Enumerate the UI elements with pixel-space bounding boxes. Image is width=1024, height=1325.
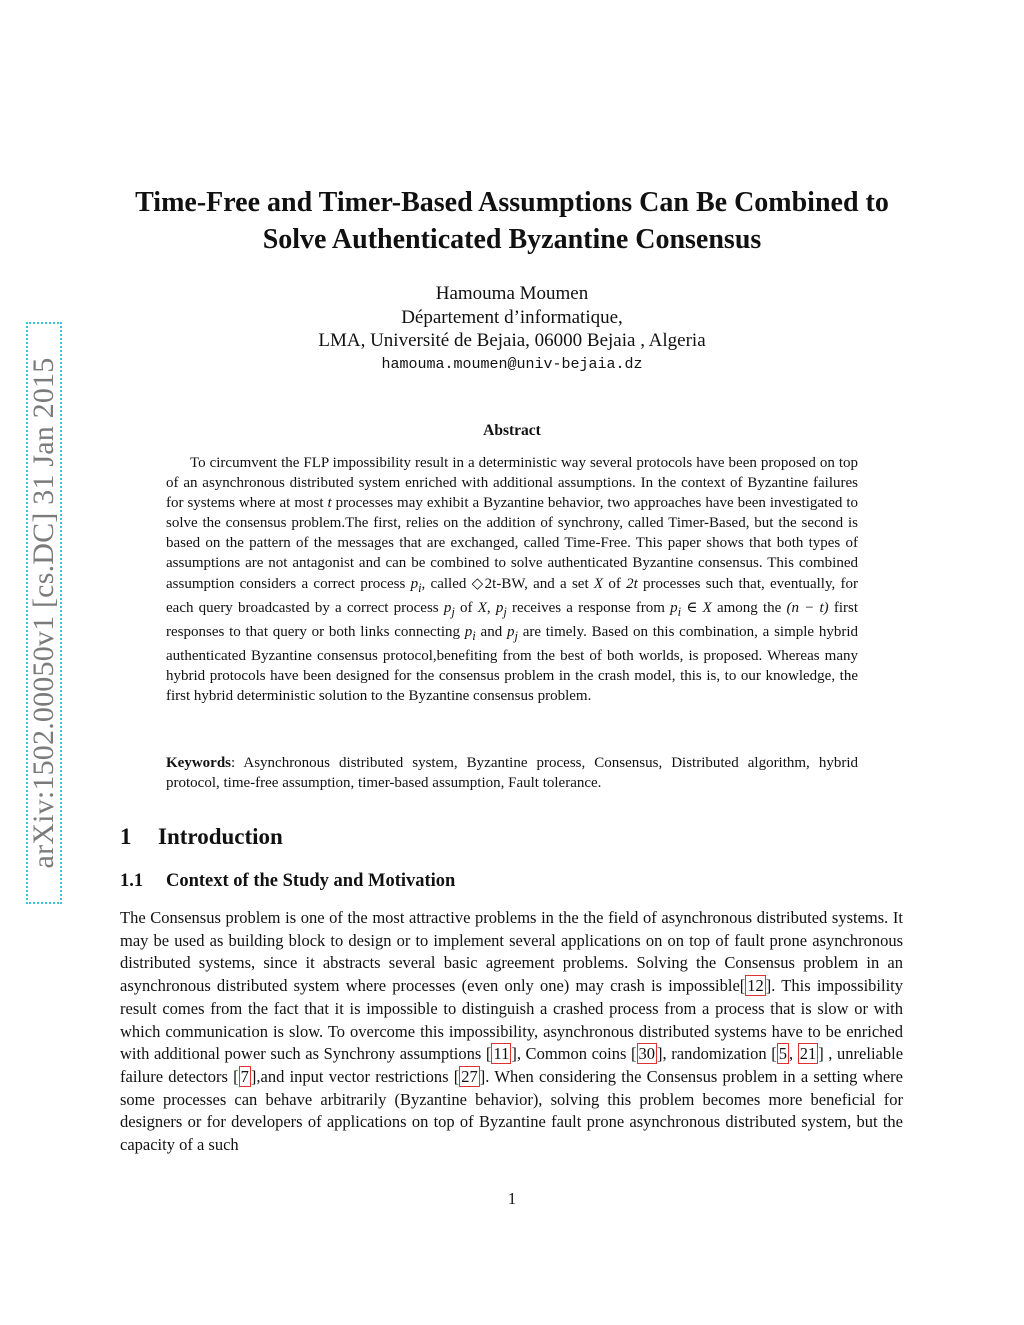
abstract-heading: Abstract [483,422,541,439]
math-sub: i [677,604,682,619]
intro-part: ],and input vector restrictions [ [250,1066,460,1086]
arxiv-stamp [26,322,62,904]
math-pj: p [443,599,452,616]
section-title: Introduction [158,824,283,849]
citation-link[interactable]: 11 [493,1044,510,1064]
title-line-2: Solve Authenticated Byzantine Consensus [262,224,762,255]
abstract-part: , called [421,575,472,592]
math-pi: p [464,623,473,640]
abstract-part: -BW, and a set [496,575,594,592]
author-email: hamouma.moumen@univ-bejaia.dz [381,355,643,373]
intro-part: , [788,1044,798,1064]
subsection-title: Context of the Study and Motivation [166,871,456,891]
math-n-minus-t: (n − t) [786,599,829,616]
citation-link[interactable]: 30 [638,1044,656,1064]
intro-paragraph [120,907,903,1157]
intro-part: ] , unreliable failure detectors [ [120,1044,904,1086]
author-affiliation: LMA, Université de Bejaia, 06000 Bejaia , Algeria [318,330,706,351]
keywords [166,753,858,793]
math-2t: 2t [626,575,638,592]
abstract-part: processes such that, eventually, for each query broadcasted by a correct process [166,575,859,616]
abstract-part: are timely. Based on this combination, a simple hybrid authenticated Byzantine consensus protocol,benefiting from the best of both worlds, is proposed. Whereas many hybrid protocols have been designed for the consensus problem in the crash model, this is, to our knowledge, the first hybrid deterministic solution to the Byzantine consensus problem. [166,623,858,705]
math-X: X [702,599,712,616]
math-X: X [593,575,604,592]
intro-part: The Consensus problem is one of the most attractive problems in the the field of asynchronous distributed systems. It may be used as building block to design or to implement several applications on on top of fault prone asynchronous distributed systems, since it abstracts several basic agreement problems. Solving the Consensus problem in an asynchronous distributed system where processes (even only one) may crash is impossible[ [120,908,903,996]
arxiv-stamp-text: arXiv:1502.00050v1 [cs.DC] 31 Jan 2015 [27,357,60,869]
abstract-part: of [603,575,627,592]
keywords-text: : Asynchronous distributed system, Byzantine process, Consensus, Distributed algorithm, hybrid protocol, time-free assumption, timer-based assumption, Fault tolerance. [166,755,858,792]
math-sub: i [418,580,422,595]
abstract-part: among the [711,599,787,616]
section-number: 1 [120,824,132,849]
math-in: ∈ [681,599,703,616]
abstract-part: first responses to that query or both links connecting [166,599,859,640]
abstract-text [166,453,858,706]
math-pj: p [506,623,515,640]
author-block [110,282,914,376]
math-pi: p [410,575,419,592]
title-line-1: Time-Free and Timer-Based Assumptions Can Be Combined to [135,187,889,218]
subsection-number: 1.1 [120,871,144,891]
author-dept: Département d’informatique, [401,306,623,328]
math-pj: p [495,599,504,616]
subsection-heading-context [120,871,455,892]
abstract-part: receives a response from [506,599,671,616]
abstract-part: To circumvent the FLP impossibility result in a deterministic way several protocols have been proposed on top of an asynchronous distributed system enriched with additional assumptions. In the context of Byzantine failures for systems where at most [166,455,858,512]
intro-part: ], Common coins [ [511,1044,637,1064]
math-sub: j [503,604,507,619]
citation-link[interactable]: 12 [747,976,764,996]
citation-link[interactable]: 27 [461,1066,478,1086]
abstract-part: of [454,599,478,616]
author-name: Hamouma Moumen [435,283,589,304]
citation-link[interactable]: 21 [799,1044,817,1064]
math-t: t [327,495,332,512]
math-pi: p [670,599,678,616]
intro-part: ]. When considering the Consensus problem in a setting where some processes can behave arbitrarily (Byzantine behavior), solving this problem becomes more beneficial for designers or for developers of applications on top of Byzantine fault prone asynchronous distributed system, but the capacity of a such [120,1066,903,1155]
abstract-part: and [475,623,507,640]
paper-title [110,184,914,258]
math-sub: i [472,628,476,643]
math-diamond-2t: ◇2t [471,575,497,592]
intro-part: ]. This impossibility result comes from the fact that it is impossible to distinguish a crashed process from a process that is slow or with which communication is slow. To overcome this impossibility, asynchronous distributed systems have to be enriched with additional power such as Synchrony assumptions [ [120,976,903,1064]
math-X: X [477,599,487,616]
math-sub: j [514,628,518,643]
citation-link[interactable]: 5 [778,1044,787,1064]
abstract-part: processes may exhibit a Byzantine behavior, two approaches have been investigated to solve the consensus problem.The first, relies on the addition of synchrony, called Timer-Based, but the second is based on the pattern of the messages that are exchanged, called Time-Free. This paper shows that both types of assumptions are not antagonist and can be combined to solve authenticated Byzantine consensus. This combined assumption considers a correct process [166,495,858,592]
page-number: 1 [507,1189,517,1208]
abstract-part: , [486,599,496,616]
intro-part: ], randomization [ [657,1044,777,1064]
math-sub: j [451,604,455,619]
keywords-label: Keywords [166,755,231,771]
section-heading-introduction [120,824,283,850]
citation-link[interactable]: 7 [240,1066,249,1086]
